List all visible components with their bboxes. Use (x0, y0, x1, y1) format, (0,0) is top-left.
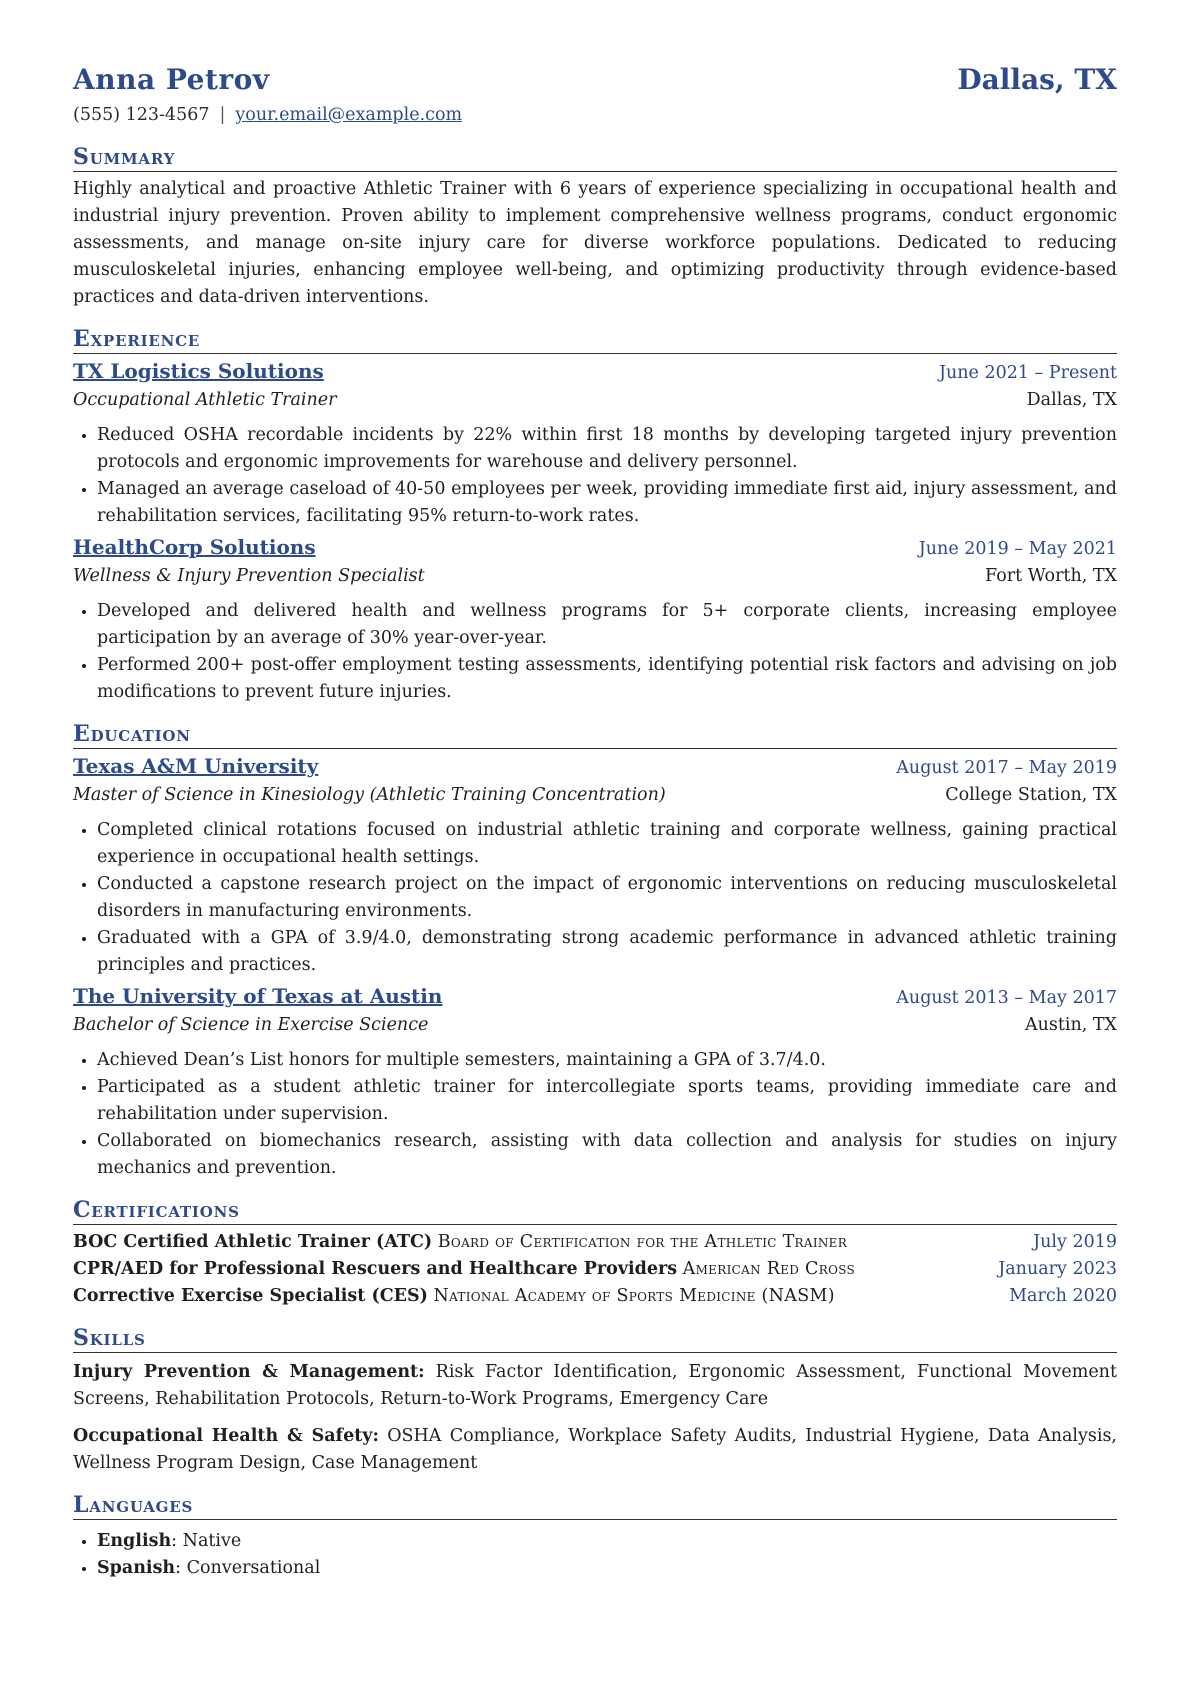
certification-row (73, 1256, 1117, 1283)
language-name: Spanish (97, 1558, 176, 1578)
skill-category: Injury Prevention & Management: (73, 1362, 425, 1382)
entry-date: August 2017 – May 2019 (896, 758, 1117, 778)
certification-date: July 2019 (1033, 1232, 1117, 1252)
summary-text: Highly analytical and proactive Athletic Trainer with 6 years of experience specializing in occupational health and industrial injury prevention. Proven ability to implement comprehensive wellness programs, conduct ergonomic assessments, and manage on-site injury care for diverse workforce populations. Dedicated to reducing musculoskeletal injuries, enhancing employee well-being, and optimizing productivity through evidence-based practices and data-driven interventions. (73, 179, 1117, 307)
resume-header (73, 60, 1117, 100)
skill-group (73, 1423, 1117, 1477)
certification-date: January 2023 (998, 1259, 1117, 1279)
candidate-city: Dallas, TX (957, 63, 1117, 96)
experience-entry (73, 534, 1117, 706)
section-title-certifications: Certifications (73, 1196, 1117, 1225)
certification-name: CPR/AED for Professional Rescuers and Healthcare Providers (73, 1259, 678, 1279)
language-level: : Conversational (175, 1558, 321, 1578)
list-item (97, 1528, 1117, 1555)
entry-location: College Station, TX (945, 785, 1117, 805)
education-entry (73, 753, 1117, 979)
entry-location: Dallas, TX (1026, 390, 1117, 410)
language-list (73, 1528, 1117, 1582)
education-entry (73, 983, 1117, 1182)
list-item: • Reduced OSHA recordable incidents by 22% within first 18 months by developing targeted injury prevention protocols and ergonomic improvements for warehouse and delivery personnel. (97, 422, 1117, 476)
degree-title: Master of Science in Kinesiology (Athletic Training Concentration) (73, 785, 666, 805)
certification-issuer: National Academy of Sports Medicine (NASM) (433, 1286, 835, 1306)
certification-name: BOC Certified Athletic Trainer (ATC) (73, 1232, 433, 1252)
section-title-languages: Languages (73, 1491, 1117, 1520)
language-level: : Native (171, 1531, 242, 1551)
experience-entry (73, 358, 1117, 530)
list-item: • Managed an average caseload of 40-50 employees per week, providing immediate first aid, injury assessment, and rehabilitation services, facilitating 95% return-to-work rates. (97, 476, 1117, 530)
skill-category: Occupational Health & Safety: (73, 1426, 379, 1446)
section-title-summary: Summary (73, 143, 1117, 172)
entry-date: June 2019 – May 2021 (918, 539, 1117, 559)
job-title: Occupational Athletic Trainer (73, 390, 337, 410)
school-name[interactable]: The University of Texas at Austin (73, 984, 443, 1008)
contact-separator: | (219, 105, 226, 125)
employer-name[interactable]: HealthCorp Solutions (73, 535, 316, 559)
list-item (97, 1555, 1117, 1582)
list-item: • Collaborated on biomechanics research, assisting with data collection and analysis for studies on injury mechanics and prevention. (97, 1128, 1117, 1182)
list-item: • Graduated with a GPA of 3.9/4.0, demonstrating strong academic performance in advanced athletic training principles and practices. (97, 925, 1117, 979)
section-title-education: Education (73, 720, 1117, 749)
certification-date: March 2020 (1009, 1286, 1117, 1306)
certification-issuer: American Red Cross (682, 1259, 856, 1279)
list-item: • Achieved Dean’s List honors for multiple semesters, maintaining a GPA of 3.7/4.0. (97, 1047, 1117, 1074)
section-title-skills: Skills (73, 1324, 1117, 1353)
employer-name[interactable]: TX Logistics Solutions (73, 359, 324, 383)
certification-issuer: Board of Certification for the Athletic Trainer (437, 1232, 848, 1252)
job-title: Wellness & Injury Prevention Specialist (73, 566, 425, 586)
bullet-list (73, 817, 1117, 979)
list-item: • Completed clinical rotations focused on industrial athletic training and corporate wellness, gaining practical experience in occupational health settings. (97, 817, 1117, 871)
list-item: • Conducted a capstone research project on the impact of ergonomic interventions on reducing musculoskeletal disorders in manufacturing environments. (97, 871, 1117, 925)
bullet-list (73, 598, 1117, 706)
skill-items: OSHA Compliance, Workplace Safety Audits, Industrial Hygiene, Data Analysis, Wellness Program Design, Case Management (73, 1426, 1117, 1473)
list-item: • Participated as a student athletic trainer for intercollegiate sports teams, providing immediate care and rehabilitation under supervision. (97, 1074, 1117, 1128)
certification-name: Corrective Exercise Specialist (CES) (73, 1286, 428, 1306)
degree-title: Bachelor of Science in Exercise Science (73, 1015, 429, 1035)
contact-line (73, 102, 1117, 129)
list-item: • Developed and delivered health and wellness programs for 5+ corporate clients, increasing employee participation by an average of 30% year-over-year. (97, 598, 1117, 652)
email-link[interactable]: your.email@example.com (235, 105, 463, 125)
certification-row (73, 1229, 1117, 1256)
entry-location: Austin, TX (1024, 1015, 1117, 1035)
entry-location: Fort Worth, TX (985, 566, 1117, 586)
skill-items: Risk Factor Identification, Ergonomic Assessment, Functional Movement Screens, Rehabilitation Protocols, Return-to-Work Programs, Emergency Care (73, 1362, 1117, 1409)
list-item: • Performed 200+ post-offer employment testing assessments, identifying potential risk factors and advising on job modifications to prevent future injuries. (97, 652, 1117, 706)
language-name: English (97, 1531, 172, 1551)
bullet-list (73, 1047, 1117, 1182)
bullet-list (73, 422, 1117, 530)
section-title-experience: Experience (73, 325, 1117, 354)
phone-number: (555) 123-4567 (73, 105, 210, 125)
certification-row (73, 1283, 1117, 1310)
skill-group (73, 1359, 1117, 1413)
entry-date: June 2021 – Present (938, 363, 1117, 383)
entry-date: August 2013 – May 2017 (896, 988, 1117, 1008)
school-name[interactable]: Texas A&M University (73, 754, 319, 778)
candidate-name: Anna Petrov (73, 63, 270, 96)
